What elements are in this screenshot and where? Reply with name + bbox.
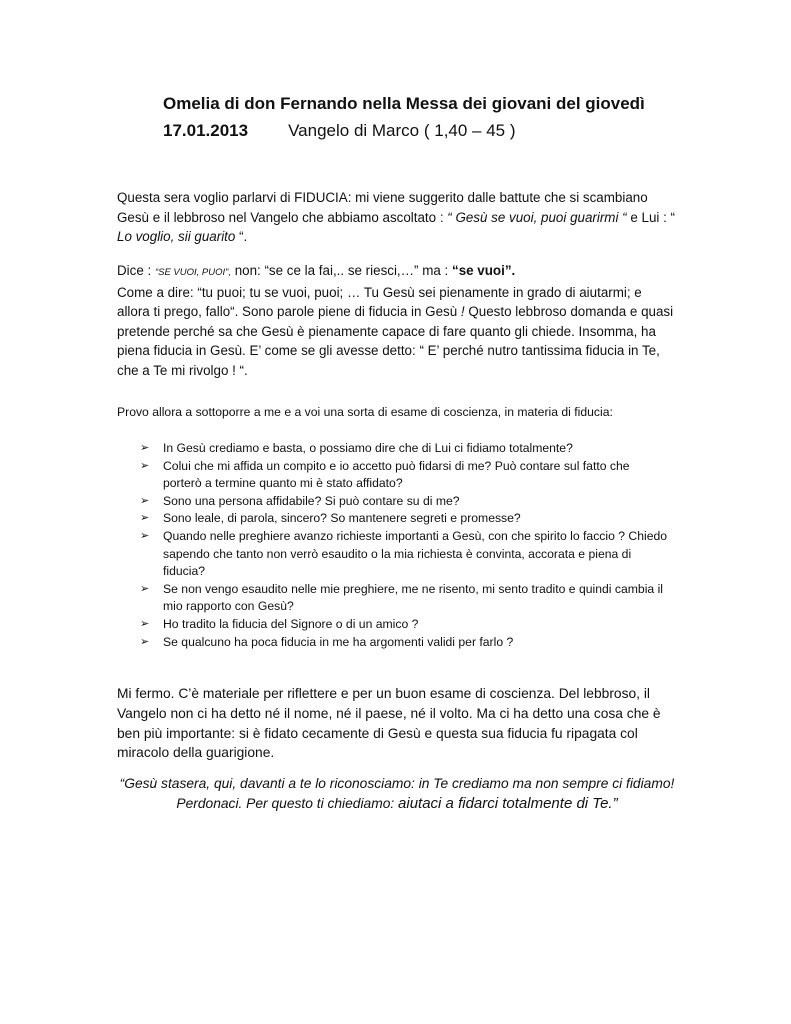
arrow-bullet-icon: ➢ xyxy=(140,582,150,595)
question-text: Ho tradito la fiducia del Signore o di un amico ? xyxy=(163,616,419,631)
intro-text-3: “. xyxy=(235,229,248,245)
dice-paragraph xyxy=(117,261,677,381)
homily-date-line xyxy=(163,121,516,141)
arrow-bullet-icon: ➢ xyxy=(140,442,150,454)
question-item xyxy=(140,528,670,581)
se-vuoi-bold: “se vuoi”. xyxy=(452,263,516,278)
intro-quote-jesus: Lo voglio, sii guarito xyxy=(117,229,236,245)
examination-questions-list xyxy=(140,440,670,651)
question-text: Se non vengo esaudito nelle mie preghiere, me ne risento, mi sento tradito e quindi cambia il mio rapporto con Gesù? xyxy=(163,581,663,614)
arrow-bullet-icon: ➢ xyxy=(140,635,150,648)
question-text: Colui che mi affida un compito e io accetto può fidarsi di me? Può contare sul fatto che porterò a termine quanto mi è stato affidato? xyxy=(163,458,630,491)
intro-paragraph xyxy=(117,188,677,247)
question-text: Quando nelle preghiere avanzo richieste importanti a Gesù, con che spirito lo faccio ? Chiedo sapendo che tanto non verrò esaudito o la mia richiesta è convinta, accorata e piena di fiducia? xyxy=(163,528,668,579)
homily-date: 17.01.2013 xyxy=(163,121,249,140)
intro-quote-leper: “ Gesù se vuoi, puoi guarirmi “ xyxy=(447,209,627,225)
intro-text: Questa sera voglio parlarvi di FIDUCIA: mi viene suggerito dalle battute che si scambiano Gesù e il lebbroso nel Vangelo che abbiamo ascoltato : xyxy=(117,190,648,225)
question-item xyxy=(140,634,670,652)
dice-body-1: Come a dire: “tu puoi; tu se vuoi, puoi; … Tu Gesù sei pienamente in grado di aiutarmi; e allora ti prego, fallo“. Sono parole piene di fiducia in Gesù xyxy=(117,284,642,320)
question-item xyxy=(140,440,670,458)
closing-paragraph: Mi fermo. C’è materiale per riflettere e per un buon esame di coscienza. Del lebbroso, il Vangelo non ci ha detto né il nome, né il paese, né il volto. Ma ci ha detto una cosa che è ben più importante: si è fidato cecamente di Gesù e questa sua fiducia fu ripagata col miracolo della guarigione. xyxy=(117,686,661,761)
se-vuoi-puoi-quote: “SE VUOI, PUOI”, xyxy=(154,267,231,278)
exclamation: ! xyxy=(460,304,465,320)
question-item xyxy=(140,493,670,511)
homily-title: Omelia di don Fernando nella Messa dei giovani del giovedì xyxy=(163,94,645,113)
question-text: In Gesù crediamo e basta, o possiamo dire che di Lui ci fidiamo totalmente? xyxy=(163,441,573,455)
arrow-bullet-icon: ➢ xyxy=(140,459,150,472)
prayer-text: “Gesù stasera, qui, davanti a te lo riconosciamo: in Te crediamo ma non sempre ci fidiamo! Perdonaci. Per questo ti chiediamo: xyxy=(119,776,675,811)
dice-label: Dice : xyxy=(117,263,155,278)
arrow-bullet-icon: ➢ xyxy=(140,529,150,542)
arrow-bullet-icon: ➢ xyxy=(140,512,150,525)
arrow-bullet-icon: ➢ xyxy=(140,494,150,507)
prayer-text-emphasis: aiutaci a fidarci totalmente di Te.” xyxy=(398,795,618,812)
intro-text-2: e Lui : “ xyxy=(626,209,676,225)
dice-body-2: Questo lebbroso domanda e quasi pretende perché sa che Gesù è pienamente capace di fare quanto gli chiede. Insomma, ha piena fiducia in Gesù. E’ come se gli avesse detto: “ E’ perché nutro tantissima fiducia in Te, che a Te mi rivolgo ! “. xyxy=(117,304,674,378)
non-text: non: “se ce la fai,.. se riesci,…” ma : xyxy=(230,263,452,278)
arrow-bullet-icon: ➢ xyxy=(140,617,150,630)
question-item xyxy=(140,616,670,634)
question-item xyxy=(140,458,670,493)
examination-intro: Provo allora a sottoporre a me e a voi una sorta di esame di coscienza, in materia di fiducia: xyxy=(117,405,613,419)
question-item xyxy=(140,510,670,528)
question-text: Sono leale, di parola, sincero? So mantenere segreti e promesse? xyxy=(163,511,521,526)
closing-prayer xyxy=(117,774,677,814)
question-text: Sono una persona affidabile? Si può contare su di me? xyxy=(163,493,460,508)
question-item xyxy=(140,581,670,616)
gospel-reference: Vangelo di Marco ( 1,40 – 45 ) xyxy=(288,121,516,140)
question-text: Se qualcuno ha poca fiducia in me ha argomenti validi per farlo ? xyxy=(163,634,514,649)
